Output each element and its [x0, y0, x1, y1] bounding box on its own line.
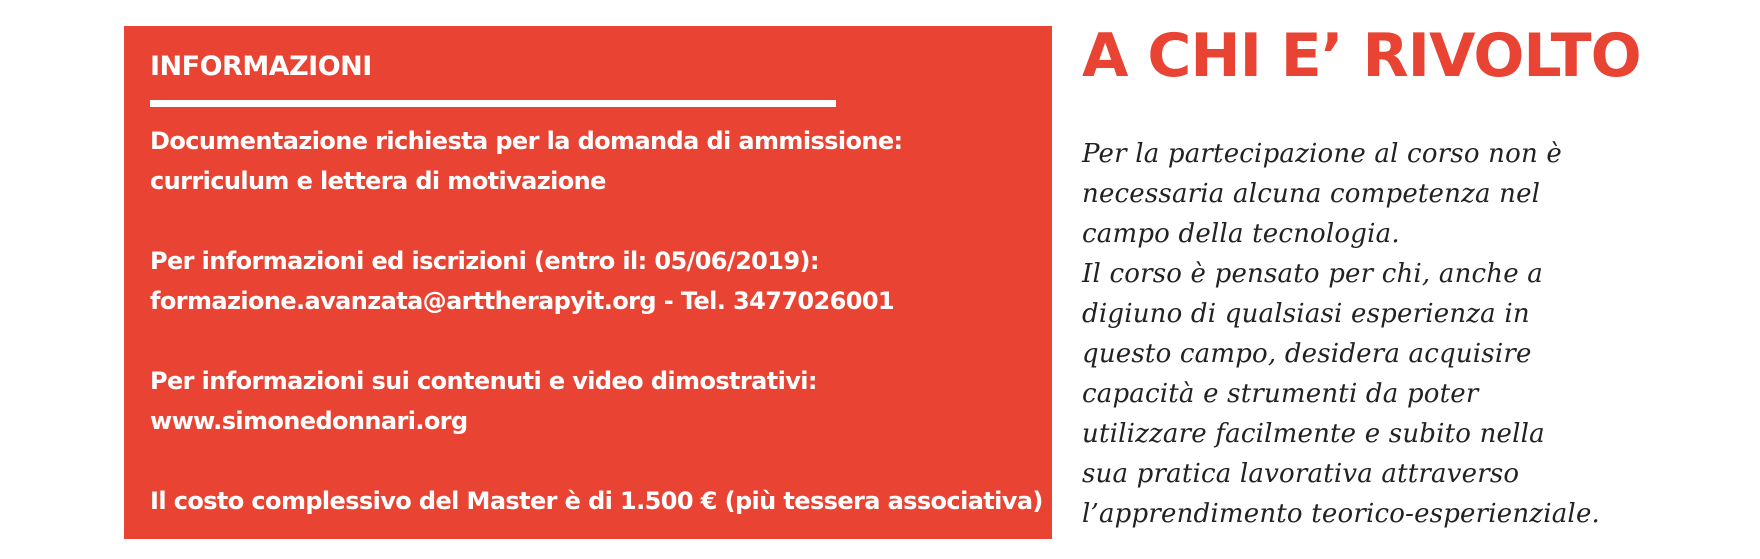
target-audience-line: digiuno di qualsiasi esperienza in	[1082, 299, 1530, 329]
content-info-line: Per informazioni sui contenuti e video dimostrativi:	[150, 367, 817, 395]
enrollment-email-phone[interactable]: formazione.avanzata@arttherapyit.org - Tel. 3477026001	[150, 287, 895, 315]
admission-docs-line: curriculum e lettera di motivazione	[150, 167, 606, 195]
target-audience-line: Il corso è pensato per chi, anche a	[1082, 259, 1543, 289]
target-audience-line: Per la partecipazione al corso non è	[1082, 139, 1562, 169]
info-box	[124, 26, 1052, 539]
website-link[interactable]: www.simonedonnari.org	[150, 407, 468, 435]
target-audience-text	[1082, 134, 1742, 534]
target-audience-line: necessaria alcuna competenza nel	[1082, 179, 1541, 209]
target-audience-line: l’apprendimento teorico-esperienziale.	[1082, 499, 1600, 529]
target-audience-section	[1082, 22, 1742, 534]
cost-line: Il costo complessivo del Master è di 1.500 € (più tessera associativa)	[150, 487, 1043, 515]
target-audience-line: capacità e strumenti da poter	[1082, 379, 1479, 409]
admission-docs-line: Documentazione richiesta per la domanda di ammissione:	[150, 127, 903, 155]
target-audience-line: questo campo, desidera acquisire	[1082, 339, 1532, 369]
enrollment-contact-line: Per informazioni ed iscrizioni (entro il: 05/06/2019):	[150, 247, 819, 275]
target-audience-line: sua pratica lavorativa attraverso	[1082, 459, 1520, 489]
target-audience-line: campo della tecnologia.	[1082, 219, 1400, 249]
admission-docs-paragraph	[150, 121, 1026, 201]
target-audience-title: A CHI E’ RIVOLTO	[1082, 21, 1641, 91]
info-title: INFORMAZIONI	[150, 51, 372, 82]
enrollment-contact-paragraph	[150, 241, 1026, 321]
target-audience-line: utilizzare facilmente e subito nella	[1082, 419, 1545, 449]
title-divider	[150, 100, 836, 107]
content-info-paragraph	[150, 361, 1026, 441]
cost-paragraph	[150, 481, 1043, 521]
